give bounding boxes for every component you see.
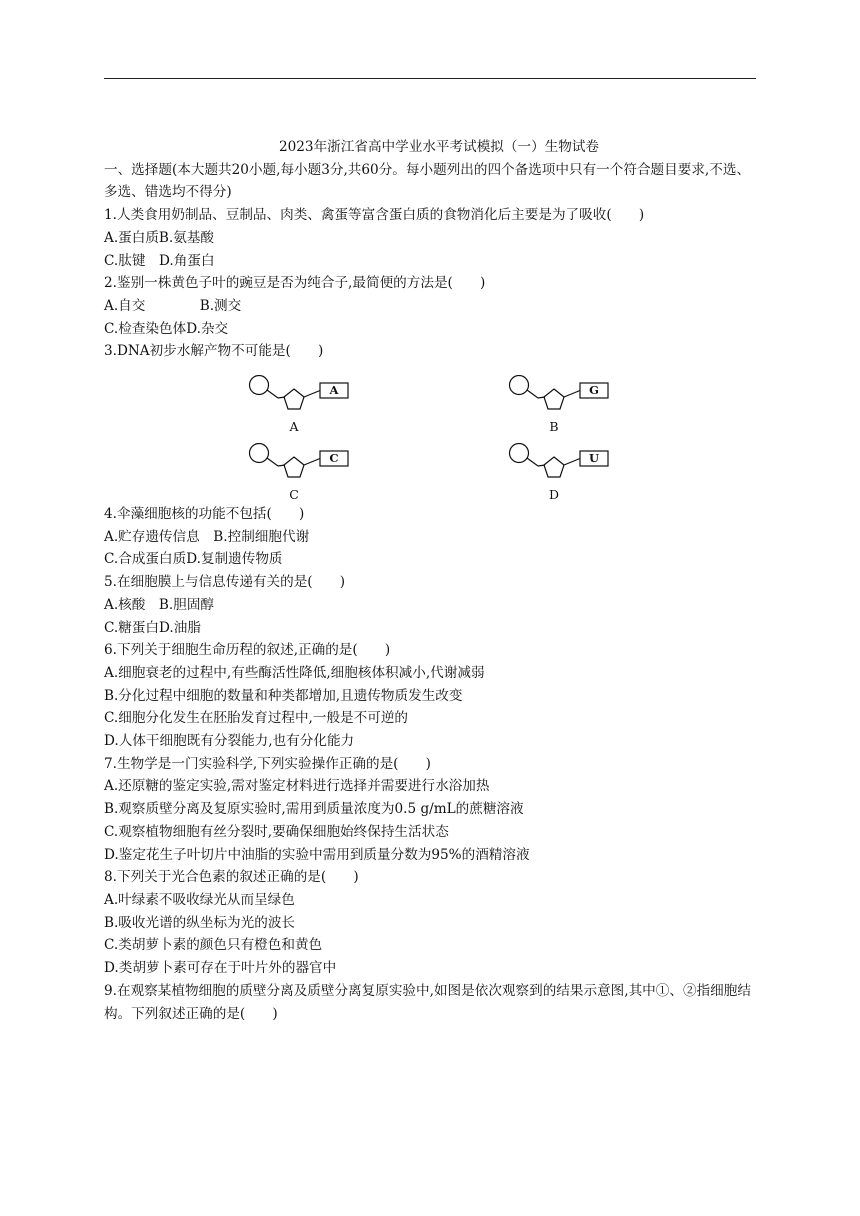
question-8	[104, 866, 760, 980]
question-stem: 6.下列关于细胞生命历程的叙述,正确的是( )	[104, 642, 391, 659]
options-row: A.核酸 B.胆固醇	[104, 596, 215, 613]
option-c: C.类胡萝卜素的颜色只有橙色和黄色	[104, 937, 323, 954]
section-instructions: 一、选择题(本大题共20小题,每小题3分,共60分。每小题列出的四个备选项中只有一个符合题目要求,不选、多选、错选均不得分)	[104, 161, 751, 201]
base-letter: A	[329, 383, 339, 398]
question-stem: 7.生物学是一门实验科学,下列实验操作正确的是( )	[104, 755, 431, 772]
option-d: D.类胡萝卜素可存在于叶片外的器官中	[104, 960, 337, 977]
nucleotide-option-b	[508, 375, 628, 435]
option-label: B	[549, 419, 559, 435]
question-stem: 4.伞藻细胞核的功能不包括( )	[104, 506, 305, 523]
option-label: D	[548, 487, 560, 503]
base-letter: G	[589, 383, 599, 398]
question-1	[104, 204, 760, 272]
nucleotide-option-c	[248, 443, 368, 503]
question-stem: 5.在细胞膜上与信息传递有关的是( )	[104, 574, 346, 591]
option-b: B.观察质壁分离及复原实验时,需用到质量浓度为0.5 g/mL的蔗糖溶液	[104, 801, 524, 818]
question-stem: 9.在观察某植物细胞的质壁分离及质壁分离复原实验中,如图是依次观察到的结果示意图,其中①、②指细胞结构。下列叙述正确的是( )	[104, 982, 751, 1022]
nucleotide-diagram-icon	[248, 443, 368, 503]
option-b: B.分化过程中细胞的数量和种类都增加,且遗传物质发生改变	[104, 687, 463, 704]
question-5	[104, 571, 760, 639]
exam-content	[104, 136, 760, 1025]
option-d: D.人体干细胞既有分裂能力,也有分化能力	[104, 733, 355, 750]
question-stem: 1.人类食用奶制品、豆制品、肉类、禽蛋等富含蛋白质的食物消化后主要是为了吸收( )	[104, 207, 645, 224]
options-row: C.肽键 D.角蛋白	[104, 252, 215, 269]
question-7	[104, 753, 760, 867]
question-3	[104, 340, 760, 501]
nucleotide-figure	[104, 363, 760, 501]
nucleotide-option-d	[508, 443, 628, 503]
base-letter: C	[329, 451, 339, 466]
nucleotide-diagram-icon	[508, 375, 628, 435]
question-stem: 8.下列关于光合色素的叙述正确的是( )	[104, 869, 359, 886]
question-stem: 3.DNA初步水解产物不可能是( )	[104, 343, 324, 360]
question-9	[104, 980, 760, 1025]
question-stem: 2.鉴别一株黄色子叶的豌豆是否为纯合子,最简便的方法是( )	[104, 275, 486, 292]
option-d: D.鉴定花生子叶切片中油脂的实验中需用到质量分数为95%的酒精溶液	[104, 846, 530, 863]
question-2	[104, 272, 760, 340]
question-4	[104, 503, 760, 571]
nucleotide-diagram-icon	[508, 443, 628, 503]
option-b: B.吸收光谱的纵坐标为光的波长	[104, 914, 296, 931]
options-row: A.贮存遗传信息 B.控制细胞代谢	[104, 528, 310, 545]
option-c: C.观察植物细胞有丝分裂时,要确保细胞始终保持生活状态	[104, 823, 449, 840]
option-a: A.细胞衰老的过程中,有些酶活性降低,细胞核体积减小,代谢减弱	[104, 664, 485, 681]
page-title: 2023年浙江省高中学业水平考试模拟（一）生物试卷	[278, 139, 600, 155]
base-letter: U	[588, 451, 600, 466]
header-rule	[104, 78, 756, 79]
option-c: C.细胞分化发生在胚胎发育过程中,一般是不可逆的	[104, 710, 409, 727]
nucleotide-option-a	[248, 375, 368, 435]
options-row: A.自交 B.测交	[104, 297, 242, 314]
options-row: C.检查染色体D.杂交	[104, 320, 229, 337]
option-label: A	[289, 419, 299, 435]
option-label: C	[289, 487, 299, 503]
option-a: A.叶绿素不吸收绿光从而呈绿色	[104, 891, 295, 908]
options-row: C.糖蛋白D.油脂	[104, 619, 201, 636]
nucleotide-diagram-icon	[248, 375, 368, 435]
option-a: A.还原糖的鉴定实验,需对鉴定材料进行选择并需要进行水浴加热	[104, 778, 490, 795]
options-row: C.合成蛋白质D.复制遗传物质	[104, 551, 283, 568]
options-row: A.蛋白质B.氨基酸	[104, 229, 215, 246]
question-6	[104, 639, 760, 753]
